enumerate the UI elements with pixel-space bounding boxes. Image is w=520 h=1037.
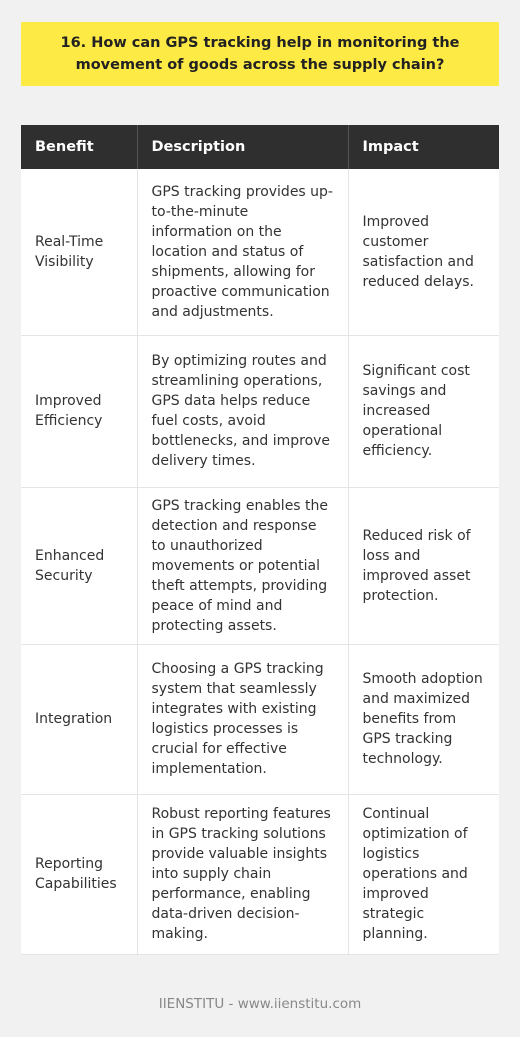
description-cell: Choosing a GPS tracking system that seamlessly integrates with existing logistics processes is crucial for effective implementation. [137, 644, 348, 794]
impact-cell: Reduced risk of loss and improved asset protection. [348, 487, 499, 644]
header-benefit: Benefit [21, 125, 137, 169]
table-row [21, 169, 499, 335]
header-description: Description [137, 125, 348, 169]
description-cell: GPS tracking enables the detection and response to unauthorized movements or potential theft attempts, providing peace of mind and protecting assets. [137, 487, 348, 644]
benefit-cell: Enhanced Security [21, 487, 137, 644]
benefit-cell: Improved Efficiency [21, 335, 137, 487]
description-cell: GPS tracking provides up-to-the-minute information on the location and status of shipments, allowing for proactive communication and adjustments. [137, 169, 348, 335]
table-row [21, 487, 499, 644]
footer-credit: IIENSTITU - www.iienstitu.com [158, 996, 362, 1012]
impact-cell: Smooth adoption and maximized benefits from GPS tracking technology. [348, 644, 499, 794]
table-row [21, 794, 499, 954]
benefit-cell: Integration [21, 644, 137, 794]
header-impact: Impact [348, 125, 499, 169]
description-cell: By optimizing routes and streamlining operations, GPS data helps reduce fuel costs, avoid bottlenecks, and improve delivery times. [137, 335, 348, 487]
title-banner [21, 22, 499, 86]
impact-cell: Significant cost savings and increased operational efficiency. [348, 335, 499, 487]
table-header-row [21, 125, 499, 169]
table-row [21, 644, 499, 794]
benefit-cell: Reporting Capabilities [21, 794, 137, 954]
impact-cell: Continual optimization of logistics operations and improved strategic planning. [348, 794, 499, 954]
benefit-cell: Real-Time Visibility [21, 169, 137, 335]
impact-cell: Improved customer satisfaction and reduced delays. [348, 169, 499, 335]
description-cell: Robust reporting features in GPS tracking solutions provide valuable insights into supply chain performance, enabling data-driven decision-making. [137, 794, 348, 954]
benefits-table [21, 125, 499, 955]
table-row [21, 335, 499, 487]
page-title: 16. How can GPS tracking help in monitoring the movement of goods across the supply chain? [60, 35, 460, 73]
